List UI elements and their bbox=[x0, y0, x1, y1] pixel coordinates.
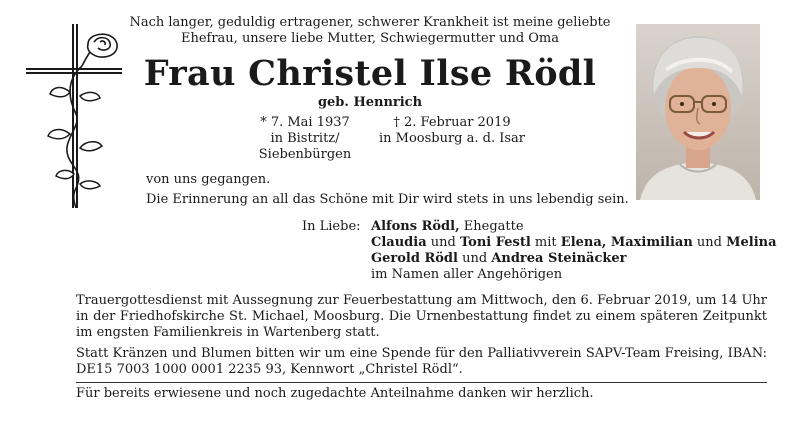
mourner-line: im Namen aller Angehörigen bbox=[371, 267, 563, 282]
mourner-name: Elena, Maximilian bbox=[560, 235, 693, 250]
memory-text: Die Erinnerung an all das Schöne mit Dir wird stets in uns lebendig sein. bbox=[146, 192, 629, 207]
mourners-label: In Liebe: bbox=[302, 219, 361, 234]
death-info bbox=[372, 115, 532, 147]
intro-line-1: Nach langer, geduldig ertragener, schwerer Krankheit ist meine geliebte bbox=[129, 15, 611, 30]
mourner-connector: mit bbox=[530, 235, 561, 250]
intro-line-2: Ehefrau, unsere liebe Mutter, Schwiegermutter und Oma bbox=[180, 31, 560, 46]
death-place: in Moosburg a. d. Isar bbox=[378, 131, 526, 146]
mourner-name: Toni Festl bbox=[459, 235, 531, 250]
maiden-name: geb. Hennrich bbox=[317, 95, 423, 110]
mourner-name: Alfons Rödl, bbox=[371, 219, 460, 234]
birth-date: * 7. Mai 1937 bbox=[260, 115, 350, 130]
mourner-name: Melina bbox=[726, 235, 777, 250]
birth-info bbox=[240, 115, 370, 163]
mourner-relation: Ehegatte bbox=[459, 219, 524, 234]
funeral-info: Trauergottesdienst mit Aussegnung zur Feuerbestattung am Mittwoch, den 6. Februar 2019, um 14 Uhr in der Friedhofskirche St. Michael, Moosburg. Die Urnenbestattung findet zu einem späteren Zeitpunkt im engsten Familienkreis in Wartenberg statt. bbox=[76, 293, 767, 340]
mourner-line bbox=[371, 251, 627, 267]
mourner-name: Claudia bbox=[371, 235, 427, 250]
birth-place-line-2: Siebenbürgen bbox=[258, 147, 352, 162]
deceased-name: Frau Christel Ilse Rödl bbox=[143, 53, 597, 94]
thanks-text: Für bereits erwiesene und noch zugedachte Anteilnahme danken wir herzlich. bbox=[76, 386, 594, 401]
passed-away-text: von uns gegangen. bbox=[146, 172, 271, 187]
donation-info: Statt Kränzen und Blumen bitten wir um eine Spende für den Palliativverein SAPV-Team Freising, IBAN: DE15 7003 1000 0001 2235 93, Kennwort „Christel Rödl“. bbox=[76, 346, 767, 377]
death-date: † 2. Februar 2019 bbox=[393, 115, 511, 130]
mourner-name: Gerold Rödl bbox=[371, 251, 458, 266]
intro-text bbox=[120, 15, 620, 47]
mourner-connector: und bbox=[426, 235, 460, 250]
birth-place-line-1: in Bistritz/ bbox=[270, 131, 340, 146]
mourner-connector: und bbox=[457, 251, 492, 266]
portrait-photo bbox=[636, 24, 760, 200]
cross-with-rose-icon bbox=[24, 22, 136, 208]
mourner-line bbox=[371, 235, 777, 251]
mourner-name: Andrea Steinäcker bbox=[491, 251, 627, 266]
mourner-connector: und bbox=[692, 235, 727, 250]
divider-line bbox=[76, 382, 767, 383]
mourner-line bbox=[371, 219, 524, 235]
